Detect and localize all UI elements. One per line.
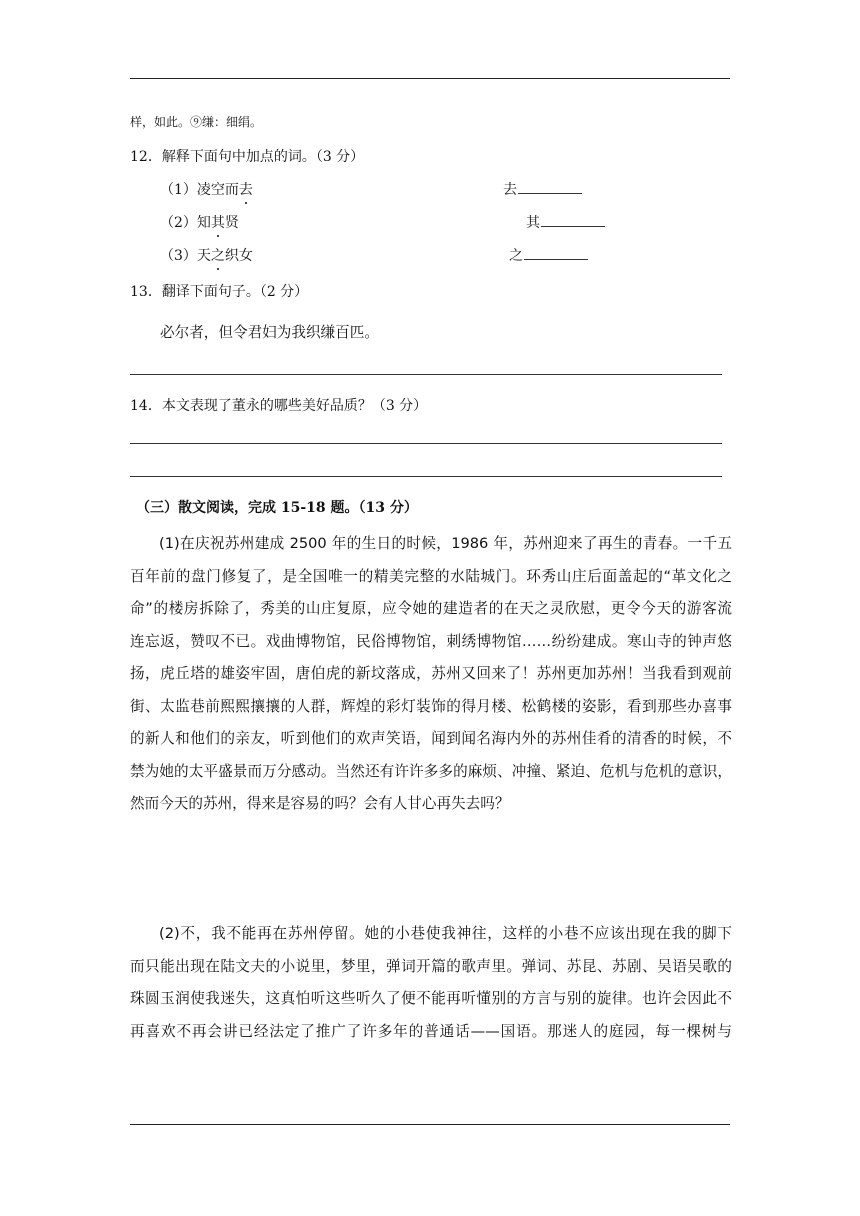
- answer-label: 去: [503, 182, 517, 198]
- item-text: 知: [196, 215, 211, 231]
- answer-label: 其: [526, 215, 540, 231]
- answer-line-14a[interactable]: [130, 443, 722, 444]
- item-text: 凌空而: [196, 182, 239, 198]
- item-text: 天: [196, 248, 211, 264]
- answer-line-13[interactable]: [130, 374, 722, 375]
- para-line: 的新人和他们的亲友，听到他们的欢声笑语，闻到闻名海内外的苏州佳肴的清香的时候，不: [130, 730, 732, 747]
- question-12-stem: 12．解释下面句中加点的词。（3 分）: [130, 149, 365, 165]
- para-line: 命”的楼房拆除了，秀美的山庄复原，应令她的建造者的在天之灵欣慰，更令今天的游客流: [130, 600, 732, 617]
- question-14-stem: 14．本文表现了董永的哪些美好品质？（3 分）: [130, 398, 428, 414]
- answer-label: 之: [509, 248, 523, 264]
- para-line: 百年前的盘门修复了，是全国唯一的精美完整的水陆城门。环秀山庄后面盖起的“革文化之: [130, 567, 732, 585]
- para-line: 珠圆玉润使我迷失，这真怕听这些听久了便不能再听懂别的方言与别的旋律。也许会因此不: [130, 990, 732, 1007]
- answer-blank-line[interactable]: [541, 214, 605, 227]
- answer-line-14b[interactable]: [130, 476, 722, 477]
- question-13-sentence: 必尔者，但令君妇为我织缣百匹。: [160, 324, 379, 341]
- para-line: 再喜欢不再会讲已经法定了推广了许多年的普通话——国语。那迷人的庭园，每一棵树与: [130, 1022, 732, 1040]
- section-3-title: （三）散文阅读，完成 15-18 题。（13 分）: [136, 500, 418, 516]
- question-12-item-1: [160, 179, 253, 199]
- dotted-word: 去: [239, 179, 253, 199]
- top-rule: [130, 78, 730, 79]
- question-12-item-2: [160, 212, 239, 232]
- answer-blank-2: [526, 212, 605, 232]
- para-line: 然而今天的苏州，得来是容易的吗？会有人甘心再失去吗？: [130, 795, 510, 812]
- question-13-stem: 13．翻译下面句子。（2 分）: [130, 284, 309, 300]
- para-line: (1)在庆祝苏州建成 2500 年的生日的时候，1986 年，苏州迎来了再生的青春。一千五: [159, 535, 732, 552]
- para-line: (2)不，我不能再在苏州停留。她的小巷使我神往，这样的小巷不应该出现在我的脚下: [159, 925, 732, 942]
- item-number: （3）: [160, 248, 197, 264]
- item-text: 贤: [224, 215, 239, 231]
- para-line: 扬，虎丘塔的雄姿牢固，唐伯虎的新坟落成，苏州又回来了！苏州更加苏州！当我看到观前: [130, 665, 732, 682]
- answer-blank-line[interactable]: [518, 181, 582, 194]
- answer-blank-3: [509, 245, 588, 265]
- answer-blank-1: [503, 179, 582, 199]
- item-text: 织女: [224, 248, 253, 264]
- paragraph-2: [130, 918, 732, 1048]
- para-line: 而只能出现在陆文夫的小说里，梦里，弹词开篇的歌声里。弹词、苏昆、苏剧、吴语吴歌的: [130, 957, 732, 975]
- paragraph-1: [130, 528, 732, 821]
- para-line: 连忘返，赞叹不已。戏曲博物馆，民俗博物馆，刺绣博物馆……纷纷建成。寒山寺的钟声悠: [130, 632, 732, 650]
- question-12-item-3: [160, 245, 253, 265]
- item-number: （2）: [160, 215, 197, 231]
- footnote-line: 样，如此。⑨缣：细绢。: [130, 115, 263, 129]
- answer-blank-line[interactable]: [524, 247, 588, 260]
- dotted-word: 其: [211, 212, 225, 232]
- bottom-rule: [130, 1124, 730, 1125]
- item-number: （1）: [160, 182, 197, 198]
- para-line: 禁为她的太平盛景而万分感动。当然还有许许多多的麻烦、冲撞、紧迫、危机与危机的意识，: [130, 762, 732, 780]
- para-line: 街、太监巷前熙熙攘攘的人群，辉煌的彩灯装饰的得月楼、松鹤楼的姿影，看到那些办喜事: [130, 697, 732, 715]
- dotted-word: 之: [211, 245, 225, 265]
